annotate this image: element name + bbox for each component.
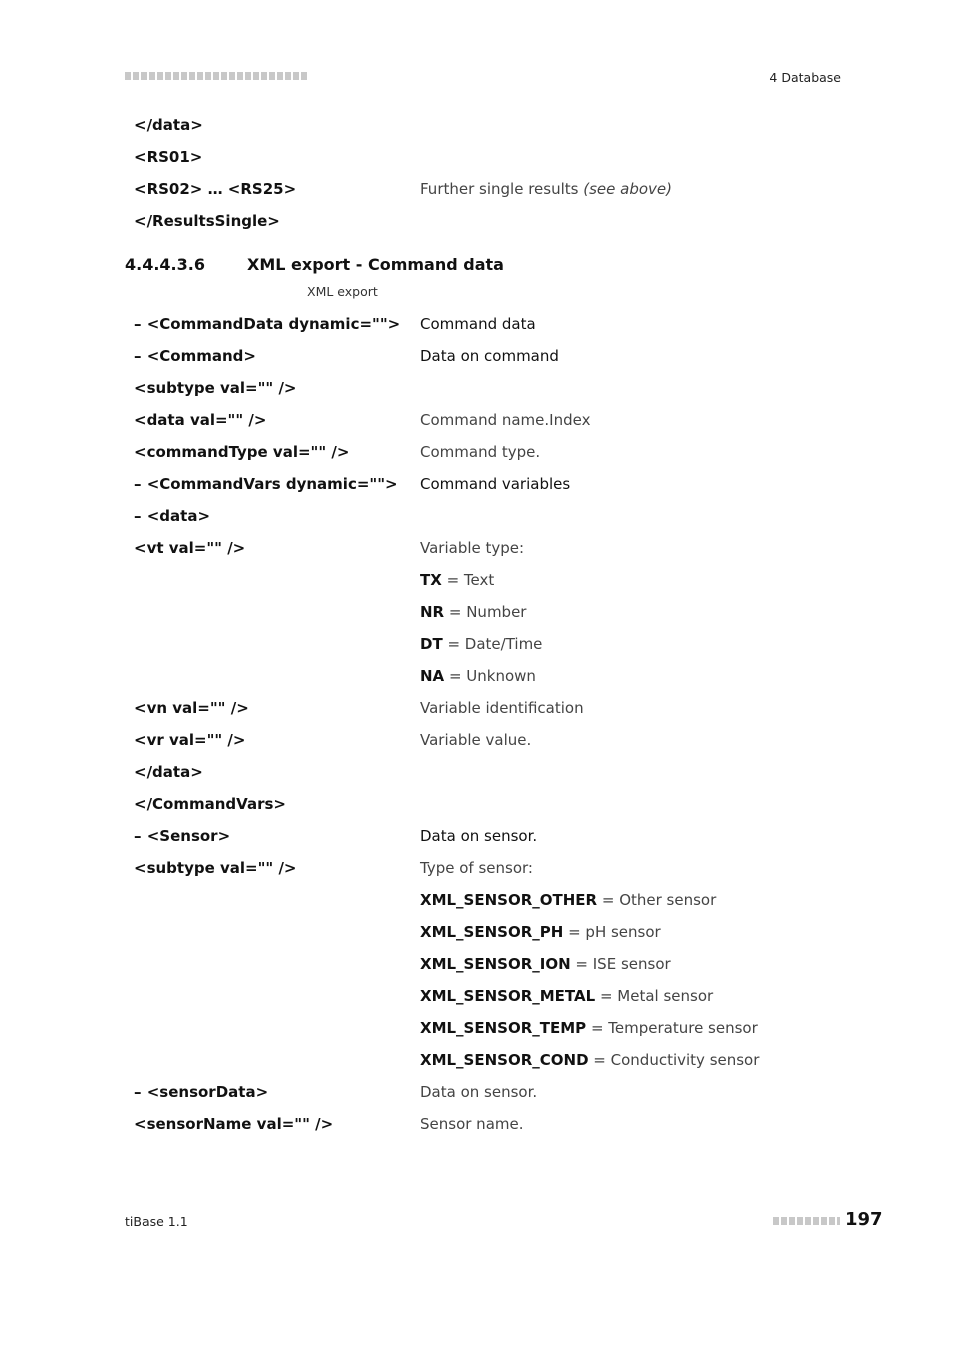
table-row [134,176,854,208]
table-row [134,567,854,599]
table-row [134,759,854,791]
row-value [420,699,584,717]
table-row [134,407,854,439]
row-value [420,923,661,941]
row-value [420,411,590,429]
row-key: </data> [134,763,203,781]
row-value [420,475,570,493]
row-value [420,635,542,653]
table-row [134,1111,854,1143]
row-value [420,731,531,749]
row-value-text: = ISE sensor [570,955,671,973]
page-number: 197 [845,1209,883,1230]
row-value-code: XML_SENSOR_TEMP [420,1019,587,1037]
row-key: <subtype val="" /> [134,859,297,877]
row-value-text: Type of sensor: [420,859,533,877]
table-row [134,112,854,144]
row-key: – <sensorData> [134,1083,269,1101]
table-row [134,208,854,240]
table-row [134,823,854,855]
row-value [420,891,716,909]
row-value-code: XML_SENSOR_COND [420,1051,589,1069]
row-value-italic: (see above) [583,180,672,198]
row-value [420,827,537,845]
row-value [420,987,713,1005]
row-value-text: Variable value. [420,731,532,749]
row-value [420,347,559,365]
table-row [134,887,854,919]
table-row [134,471,854,503]
row-value-text: Data on sensor. [420,827,538,845]
row-value-code: XML_SENSOR_OTHER [420,891,598,909]
row-value-text: = Date/Time [442,635,543,653]
row-value [420,1115,524,1133]
row-value-text: = Metal sensor [595,987,714,1005]
row-key: <RS01> [134,148,203,166]
section-heading [125,255,504,274]
row-value [420,315,536,333]
row-key: <vr val="" /> [134,731,246,749]
command-data-table [134,311,854,1143]
row-value [420,539,524,557]
row-value-text: Command type. [420,443,541,461]
table-row [134,1047,854,1079]
row-value-text: = Temperature sensor [586,1019,758,1037]
row-value-text: Variable type: [420,539,525,557]
table-row [134,727,854,759]
table-row [134,375,854,407]
row-value [420,571,494,589]
row-value [420,667,536,685]
table-row [134,439,854,471]
row-key: <RS02> … <RS25> [134,180,297,198]
section-number: 4.4.4.3.6 [125,255,205,274]
row-key: – <data> [134,507,211,525]
row-key: <vt val="" /> [134,539,246,557]
row-value-text: Command name.Index [420,411,591,429]
row-value-text: = Unknown [444,667,536,685]
row-key: – <Command> [134,347,256,365]
row-value [420,859,533,877]
row-value-text: Data on sensor. [420,1083,538,1101]
footer-product: tiBase 1.1 [125,1214,188,1229]
table-row [134,503,854,535]
table-row [134,983,854,1015]
row-value-code: DT [420,635,443,653]
table-row [134,599,854,631]
row-value-text: Data on command [420,347,559,365]
header-squares [125,72,307,80]
table-row [134,951,854,983]
row-value-code: NA [420,667,445,685]
row-key: <subtype val="" /> [134,379,297,397]
row-key: </ResultsSingle> [134,212,280,230]
row-key: <data val="" /> [134,411,267,429]
table-row [134,144,854,176]
row-value-text: Sensor name. [420,1115,524,1133]
row-value-code: XML_SENSOR_METAL [420,987,596,1005]
row-value [420,1051,759,1069]
row-key: – <CommandData dynamic=""> [134,315,401,333]
row-key: <commandType val="" /> [134,443,350,461]
row-key: <vn val="" /> [134,699,249,717]
table-row [134,919,854,951]
row-value-text: = Other sensor [597,891,717,909]
top-table [134,112,854,240]
table-row [134,535,854,567]
row-key: </CommandVars> [134,795,286,813]
row-key: <sensorName val="" /> [134,1115,334,1133]
row-value-text: = Text [441,571,495,589]
table-row [134,855,854,887]
row-value-text: Command variables [420,475,571,493]
row-value-text: = Number [444,603,527,621]
row-value-text: Further single results [420,180,584,198]
table-row [134,631,854,663]
row-value [420,443,540,461]
row-value-text: = pH sensor [563,923,661,941]
row-value [420,1083,537,1101]
row-value-code: XML_SENSOR_ION [420,955,571,973]
row-value-code: NR [420,603,445,621]
header-chapter: 4 Database [769,70,841,85]
row-key: – <CommandVars dynamic=""> [134,475,398,493]
row-key: – <Sensor> [134,827,231,845]
row-value [420,955,671,973]
row-value-code: TX [420,571,442,589]
row-value [420,603,526,621]
row-value-text: = Conductivity sensor [588,1051,760,1069]
row-value-text: Command data [420,315,536,333]
row-value [420,180,672,198]
row-key: </data> [134,116,203,134]
table-row [134,663,854,695]
table-row [134,1015,854,1047]
table-row [134,1079,854,1111]
row-value-code: XML_SENSOR_PH [420,923,564,941]
table-row [134,311,854,343]
section-title: XML export - Command data [247,255,504,274]
row-value [420,1019,758,1037]
table-row [134,695,854,727]
row-value-text: Variable identification [420,699,584,717]
section-subtitle: XML export [307,284,378,299]
footer-squares [773,1217,840,1225]
table-row [134,791,854,823]
table-row [134,343,854,375]
